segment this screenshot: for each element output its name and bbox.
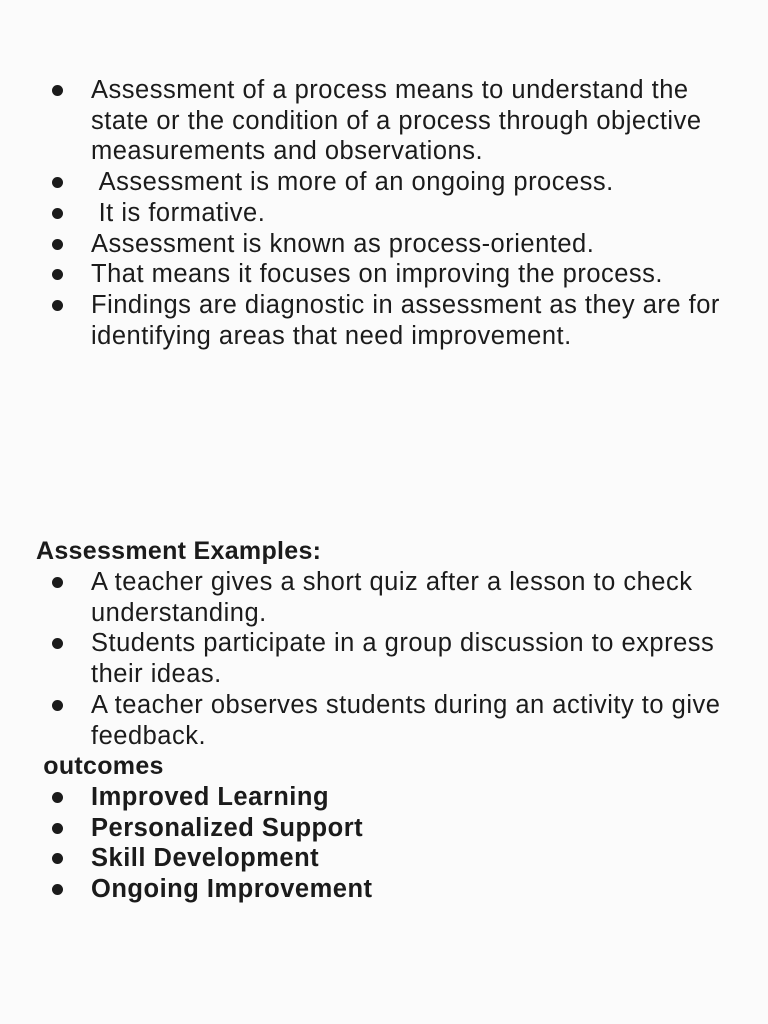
- example-text: Students participate in a group discussion to express their ideas.: [91, 629, 722, 689]
- list-item: [0, 567, 768, 628]
- example-text: A teacher gives a short quiz after a lesson to check understanding.: [91, 568, 701, 627]
- intro-point-text: Assessment of a process means to understand the state or the condition of a process through objective measurements and observations.: [91, 76, 710, 166]
- outcomes-heading: outcomes: [36, 752, 164, 780]
- bullet-dot: [52, 177, 63, 188]
- outcomes-bullet-list: [0, 782, 768, 905]
- list-item: [0, 628, 768, 689]
- intro-point-text: That means it focuses on improving the process.: [91, 260, 664, 289]
- bullet-dot: [52, 269, 63, 280]
- outcome-text: Skill Development: [91, 844, 320, 873]
- intro-point-text: Findings are diagnostic in assessment as they are for identifying areas that need improvement.: [91, 290, 728, 350]
- bullet-dot: [52, 638, 63, 649]
- intro-point-text: It is formative.: [91, 198, 266, 227]
- examples-heading: Assessment Examples:: [36, 537, 322, 565]
- list-item: [0, 843, 768, 874]
- list-item: [0, 75, 768, 167]
- bullet-dot: [52, 577, 63, 588]
- bullet-dot: [52, 85, 63, 96]
- bullet-dot: [52, 884, 63, 895]
- intro-point-text: Assessment is known as process-oriented.: [91, 229, 595, 258]
- list-item: [0, 690, 768, 751]
- outcome-text: Improved Learning: [91, 783, 330, 811]
- example-text: A teacher observes students during an activity to give feedback.: [91, 690, 729, 750]
- examples-bullet-list: [0, 567, 768, 751]
- outcome-text: Ongoing Improvement: [91, 875, 373, 904]
- list-item: [0, 813, 768, 844]
- list-item: [0, 229, 768, 260]
- list-item: [0, 290, 768, 351]
- outcome-text: Personalized Support: [91, 813, 364, 842]
- list-item: [0, 167, 768, 198]
- list-item: [0, 259, 768, 290]
- bullet-dot: [52, 853, 63, 864]
- bullet-dot: [52, 208, 63, 219]
- bullet-dot: [52, 239, 63, 250]
- intro-bullet-list: [0, 75, 768, 351]
- intro-point-text: Assessment is more of an ongoing process.: [91, 168, 614, 197]
- bullet-dot: [52, 700, 63, 711]
- list-item: [0, 782, 768, 813]
- bullet-dot: [52, 792, 63, 803]
- bullet-dot: [52, 300, 63, 311]
- bullet-dot: [52, 823, 63, 834]
- list-item: [0, 874, 768, 905]
- list-item: [0, 198, 768, 229]
